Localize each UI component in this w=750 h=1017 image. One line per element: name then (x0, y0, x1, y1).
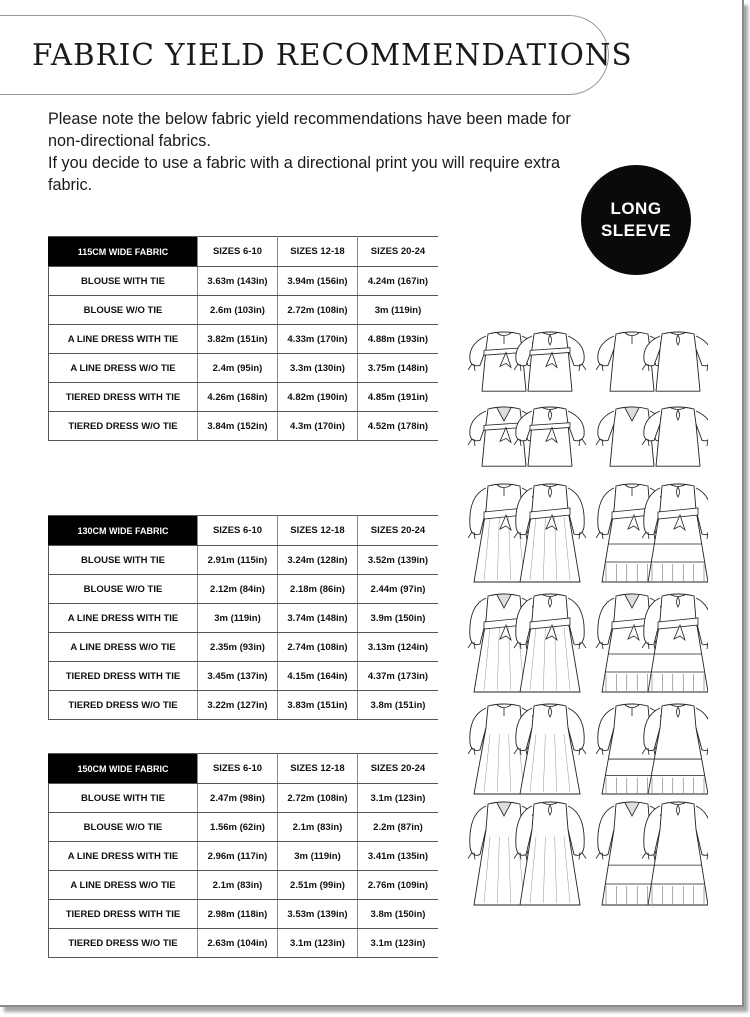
yield-cell: 3.84m (152in) (198, 412, 278, 441)
yield-cell: 2.1m (83in) (198, 871, 278, 900)
garment-illustrations (458, 330, 708, 930)
aline-dress-with-tie-illustration (468, 484, 586, 582)
table-row (49, 354, 439, 383)
table-row (49, 784, 439, 813)
table-row (49, 412, 439, 441)
tiered-dress-without-tie-vneck-illustration (596, 802, 708, 905)
garment-label: TIERED DRESS W/O TIE (49, 691, 198, 720)
yield-cell: 2.72m (108in) (278, 296, 358, 325)
yield-cell: 2.35m (93in) (198, 633, 278, 662)
page-title: FABRIC YIELD RECOMMENDATIONS (32, 38, 633, 73)
garment-label: TIERED DRESS WITH TIE (49, 662, 198, 691)
yield-cell: 4.15m (164in) (278, 662, 358, 691)
size-header: SIZES 20-24 (358, 516, 439, 546)
table-row (49, 546, 439, 575)
table-header-row (49, 754, 439, 784)
blouse-without-tie-illustration (596, 332, 708, 391)
yield-cell: 3m (119in) (278, 842, 358, 871)
yield-cell: 3.8m (150in) (358, 900, 439, 929)
yield-cell: 2.44m (97in) (358, 575, 439, 604)
yield-cell: 3.74m (148in) (278, 604, 358, 633)
garment-label: TIERED DRESS WITH TIE (49, 383, 198, 412)
yield-cell: 1.56m (62in) (198, 813, 278, 842)
yield-table-130cm (48, 515, 438, 720)
yield-cell: 4.88m (193in) (358, 325, 439, 354)
table-row (49, 383, 439, 412)
yield-cell: 3.3m (130in) (278, 354, 358, 383)
yield-cell: 3.9m (150in) (358, 604, 439, 633)
yield-cell: 3.53m (139in) (278, 900, 358, 929)
aline-dress-without-tie-vneck-illustration (468, 802, 586, 905)
yield-cell: 3.24m (128in) (278, 546, 358, 575)
yield-cell: 2.51m (99in) (278, 871, 358, 900)
yield-cell: 3.22m (127in) (198, 691, 278, 720)
fabric-width-header: 115CM WIDE FABRIC (49, 237, 198, 267)
intro-note (48, 108, 588, 196)
garment-label: BLOUSE W/O TIE (49, 813, 198, 842)
intro-line-1: Please note the below fabric yield recommendations have been made for non-directional fabrics. (48, 110, 571, 150)
yield-cell: 4.85m (191in) (358, 383, 439, 412)
intro-line-2: If you decide to use a fabric with a directional print you will require extra fabric. (48, 154, 560, 194)
yield-cell: 2.1m (83in) (278, 813, 358, 842)
size-header: SIZES 6-10 (198, 516, 278, 546)
table-header-row (49, 516, 439, 546)
yield-cell: 3.1m (123in) (278, 929, 358, 958)
yield-cell: 4.33m (170in) (278, 325, 358, 354)
garment-label: A LINE DRESS W/O TIE (49, 633, 198, 662)
table-row (49, 871, 439, 900)
table-row (49, 662, 439, 691)
yield-cell: 2.4m (95in) (198, 354, 278, 383)
garment-label: TIERED DRESS W/O TIE (49, 929, 198, 958)
table-row (49, 842, 439, 871)
tiered-dress-without-tie-illustration (596, 704, 708, 794)
garment-label: BLOUSE WITH TIE (49, 784, 198, 813)
yield-cell: 4.37m (173in) (358, 662, 439, 691)
yield-cell: 4.24m (167in) (358, 267, 439, 296)
yield-cell: 3m (119in) (198, 604, 278, 633)
table-row (49, 604, 439, 633)
size-header: SIZES 20-24 (358, 237, 439, 267)
yield-cell: 4.82m (190in) (278, 383, 358, 412)
size-header: SIZES 20-24 (358, 754, 439, 784)
size-header: SIZES 12-18 (278, 516, 358, 546)
table-row (49, 929, 439, 958)
yield-cell: 2.98m (118in) (198, 900, 278, 929)
blouse-with-tie-vneck-illustration (468, 407, 586, 466)
badge-line-1: LONG (610, 199, 662, 218)
garment-label: TIERED DRESS W/O TIE (49, 412, 198, 441)
size-header: SIZES 12-18 (278, 237, 358, 267)
garment-label: A LINE DRESS W/O TIE (49, 871, 198, 900)
yield-cell: 2.74m (108in) (278, 633, 358, 662)
yield-cell: 2.47m (98in) (198, 784, 278, 813)
yield-cell: 3.45m (137in) (198, 662, 278, 691)
tiered-dress-with-tie-illustration (596, 484, 708, 582)
yield-cell: 3.1m (123in) (358, 784, 439, 813)
yield-cell: 2.91m (115in) (198, 546, 278, 575)
yield-cell: 2.96m (117in) (198, 842, 278, 871)
yield-cell: 4.52m (178in) (358, 412, 439, 441)
garment-label: A LINE DRESS W/O TIE (49, 354, 198, 383)
garment-label: BLOUSE W/O TIE (49, 575, 198, 604)
yield-cell: 2.2m (87in) (358, 813, 439, 842)
tiered-dress-with-tie-vneck-illustration (596, 594, 708, 692)
fabric-width-header: 130CM WIDE FABRIC (49, 516, 198, 546)
garment-label: A LINE DRESS WITH TIE (49, 604, 198, 633)
table-row (49, 575, 439, 604)
yield-cell: 3.13m (124in) (358, 633, 439, 662)
yield-cell: 4.26m (168in) (198, 383, 278, 412)
aline-dress-with-tie-vneck-illustration (468, 594, 586, 692)
size-header: SIZES 12-18 (278, 754, 358, 784)
yield-cell: 2.72m (108in) (278, 784, 358, 813)
blouse-without-tie-vneck-illustration (596, 407, 708, 466)
yield-cell: 3.75m (148in) (358, 354, 439, 383)
table-row (49, 267, 439, 296)
yield-cell: 3.1m (123in) (358, 929, 439, 958)
yield-cell: 3.8m (151in) (358, 691, 439, 720)
yield-cell: 2.12m (84in) (198, 575, 278, 604)
size-header: SIZES 6-10 (198, 754, 278, 784)
table-header-row (49, 237, 439, 267)
fabric-width-header: 150CM WIDE FABRIC (49, 754, 198, 784)
table-row (49, 296, 439, 325)
yield-cell: 3.94m (156in) (278, 267, 358, 296)
garment-label: TIERED DRESS WITH TIE (49, 900, 198, 929)
aline-dress-without-tie-illustration (468, 704, 586, 794)
table-row (49, 691, 439, 720)
yield-cell: 3m (119in) (358, 296, 439, 325)
yield-cell: 3.82m (151in) (198, 325, 278, 354)
table-row (49, 900, 439, 929)
garment-label: A LINE DRESS WITH TIE (49, 842, 198, 871)
table-row (49, 813, 439, 842)
table-row (49, 633, 439, 662)
yield-cell: 4.3m (170in) (278, 412, 358, 441)
yield-cell: 2.18m (86in) (278, 575, 358, 604)
yield-cell: 2.76m (109in) (358, 871, 439, 900)
long-sleeve-badge (581, 165, 691, 275)
yield-cell: 3.63m (143in) (198, 267, 278, 296)
yield-cell: 2.63m (104in) (198, 929, 278, 958)
size-header: SIZES 6-10 (198, 237, 278, 267)
yield-cell: 2.6m (103in) (198, 296, 278, 325)
badge-line-2: SLEEVE (600, 221, 672, 240)
yield-cell: 3.41m (135in) (358, 842, 439, 871)
yield-cell: 3.83m (151in) (278, 691, 358, 720)
yield-cell: 3.52m (139in) (358, 546, 439, 575)
yield-table-150cm (48, 753, 438, 958)
garment-label: A LINE DRESS WITH TIE (49, 325, 198, 354)
blouse-with-tie-illustration (468, 332, 586, 391)
yield-table-115cm (48, 236, 438, 441)
garment-label: BLOUSE W/O TIE (49, 296, 198, 325)
garment-label: BLOUSE WITH TIE (49, 546, 198, 575)
garment-label: BLOUSE WITH TIE (49, 267, 198, 296)
table-row (49, 325, 439, 354)
